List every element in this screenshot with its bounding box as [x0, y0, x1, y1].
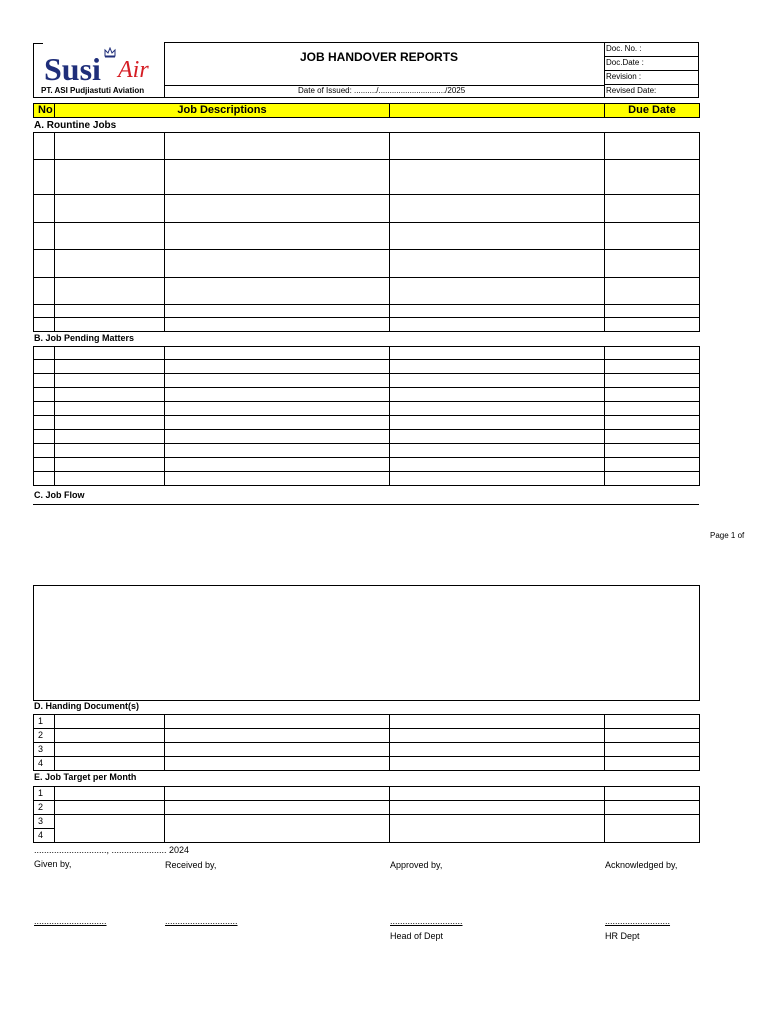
table-row — [34, 402, 700, 416]
job-flow-underline — [33, 504, 699, 505]
table-row — [34, 757, 700, 771]
table-row — [34, 743, 700, 757]
header-divider-left — [164, 42, 165, 98]
approved-by-signature-line: ............................. — [390, 916, 463, 926]
handing-documents-table — [33, 714, 700, 771]
row-number: 3 — [34, 743, 55, 757]
table-row — [34, 318, 700, 332]
table-row — [34, 250, 700, 278]
column-header-row — [33, 103, 700, 118]
date-issued: Date of Issued: ........../............................../2025 — [298, 86, 466, 95]
pending-matters-table — [33, 346, 700, 486]
meta-divider-3 — [604, 84, 699, 85]
table-row — [34, 388, 700, 402]
table-row — [34, 444, 700, 458]
col-due-date: Due Date — [605, 104, 700, 118]
crown-icon — [104, 47, 116, 58]
table-row — [34, 133, 700, 160]
table-row — [34, 729, 700, 743]
table-row — [34, 416, 700, 430]
table-row — [34, 195, 700, 223]
section-job-target: E. Job Target per Month — [34, 772, 137, 782]
page-number: Page 1 of — [710, 531, 745, 540]
company-name: PT. ASI Pudjiastuti Aviation — [41, 86, 145, 95]
table-row — [34, 374, 700, 388]
row-number: 1 — [34, 715, 55, 729]
section-routine-jobs: A. Rountine Jobs — [34, 120, 117, 131]
meta-divider-1 — [604, 56, 699, 57]
col-blank — [390, 104, 605, 118]
row-number: 4 — [34, 829, 55, 843]
col-job-descriptions: Job Descriptions — [55, 104, 390, 118]
logo-brand-script: Air — [118, 57, 149, 83]
given-by-signature-line: ............................. — [34, 916, 107, 926]
acknowledged-by-signature-line: .......................... — [605, 916, 671, 926]
table-row — [34, 787, 700, 801]
revision-label: Revision : — [606, 72, 642, 81]
acknowledged-by-label: Acknowledged by, — [605, 860, 678, 870]
meta-divider-2 — [604, 70, 699, 71]
section-job-flow: C. Job Flow — [34, 490, 85, 500]
table-row — [34, 160, 700, 195]
routine-jobs-table — [33, 132, 700, 332]
head-of-dept-label: Head of Dept — [390, 931, 444, 941]
table-row — [34, 278, 700, 305]
doc-no-label: Doc. No. : — [606, 44, 642, 53]
row-number: 2 — [34, 729, 55, 743]
signature-date-line: ............................., ...................... 2024 — [34, 845, 190, 855]
logo-top-border — [33, 43, 43, 44]
table-row — [34, 815, 700, 829]
header-bottom-border — [33, 97, 699, 98]
received-by-label: Received by, — [165, 860, 217, 870]
table-row — [34, 472, 700, 486]
table-row — [34, 347, 700, 360]
table-row — [34, 715, 700, 729]
table-row — [34, 801, 700, 815]
row-number: 1 — [34, 787, 55, 801]
revised-date-label: Revised Date: — [606, 86, 657, 95]
section-handing-documents: D. Handing Document(s) — [34, 701, 139, 711]
doc-date-label: Doc.Date : — [606, 58, 644, 67]
row-number: 3 — [34, 815, 55, 829]
hr-dept-label: HR Dept — [605, 931, 640, 941]
table-row — [34, 305, 700, 318]
job-target-table — [33, 786, 700, 843]
table-row — [34, 458, 700, 472]
received-by-signature-line: ............................. — [165, 916, 238, 926]
table-row — [34, 360, 700, 374]
page-title: JOB HANDOVER REPORTS — [300, 50, 459, 64]
logo-left-border — [33, 43, 34, 98]
logo-brand: Susi — [44, 51, 101, 87]
header-top-border — [164, 42, 699, 43]
job-flow-box — [33, 585, 700, 701]
col-no: No — [34, 104, 55, 118]
row-number: 4 — [34, 757, 55, 771]
given-by-label: Given by, — [34, 859, 72, 869]
row-number: 2 — [34, 801, 55, 815]
table-row — [34, 223, 700, 250]
section-pending-matters: B. Job Pending Matters — [34, 333, 135, 343]
approved-by-label: Approved by, — [390, 860, 443, 870]
table-row — [34, 430, 700, 444]
